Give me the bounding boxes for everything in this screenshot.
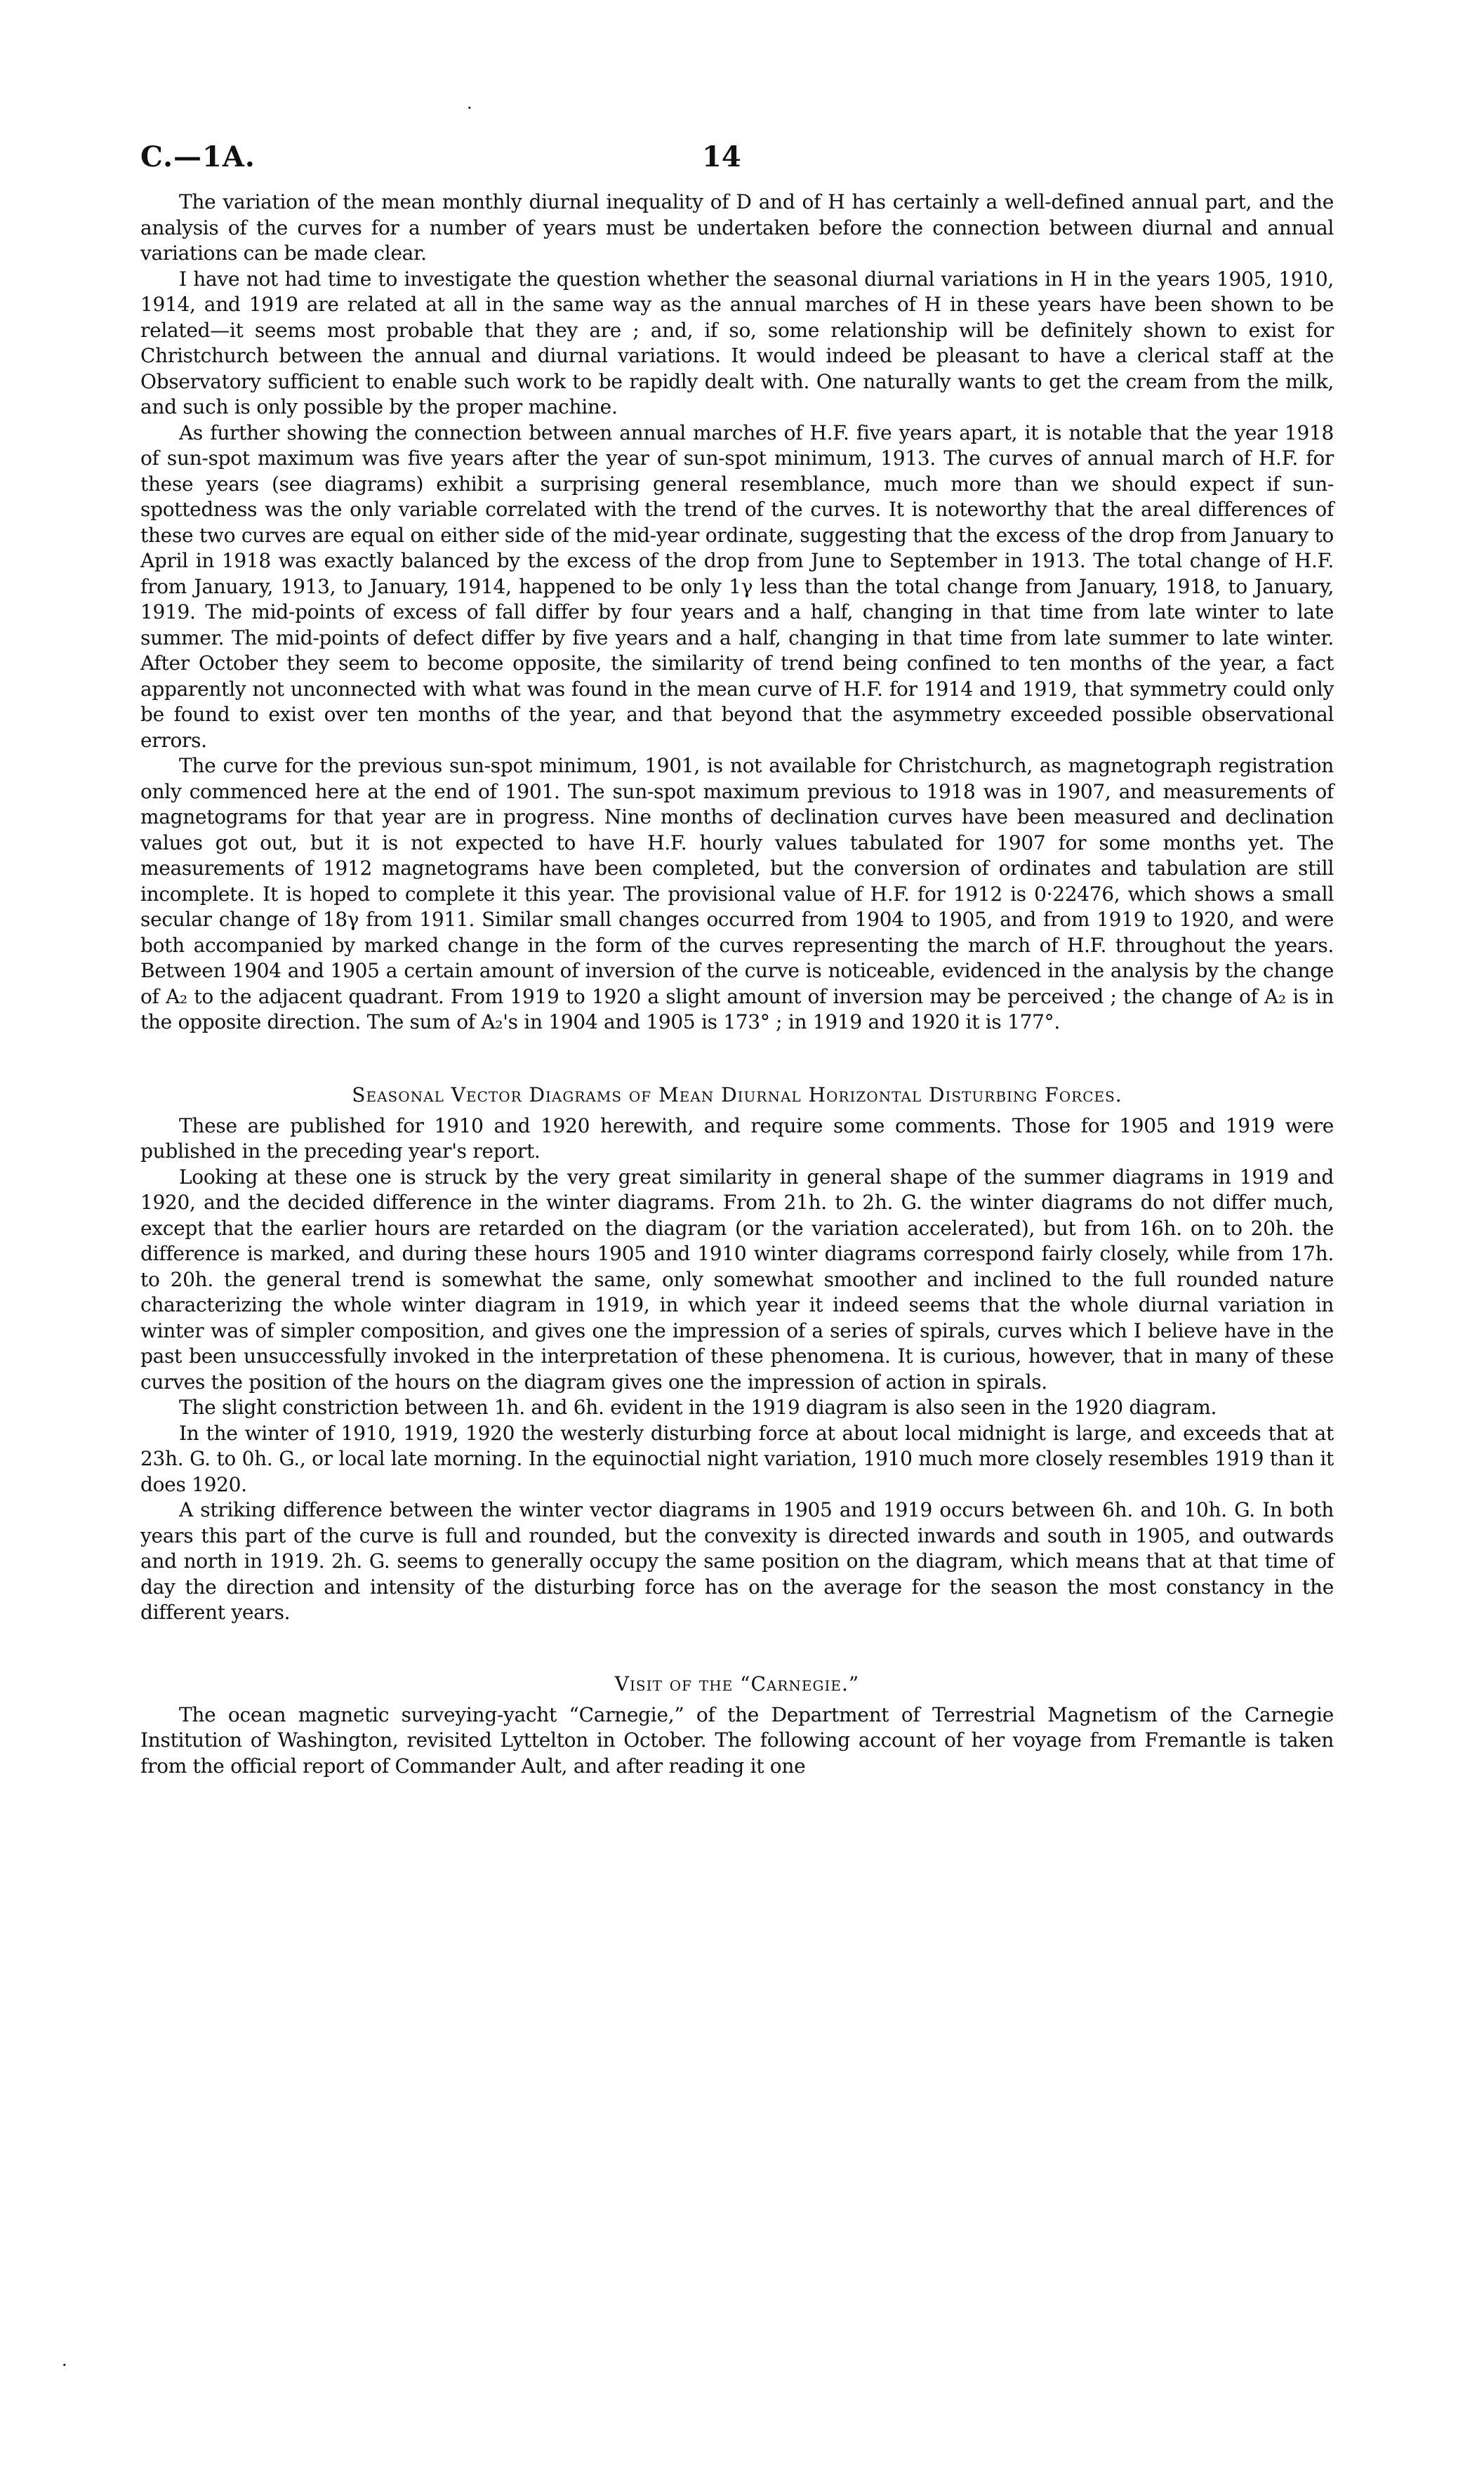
paragraph: The curve for the previous sun-spot minimum, 1901, is not available for Christchurch, as magnetograph registration only commenced here at the end of 1901. The sun-spot maximum previous to 1918 was in 1907, and measurements of magnetograms for that year are in progress. Nine months of declination curves have been measured and declination values got out, but it is not expected to have H.F. hourly values tabulated for 1907 for some months yet. The measurements of 1912 magnetograms have been completed, but the conversion of ordinates and tabulation are still incomplete. It is hoped to complete it this year. The provisional value of H.F. for 1912 is 0·22476, which shows a small secular change of 18γ from 1911. Similar small changes occurred from 1904 to 1905, and from 1919 to 1920, and were both accompanied by marked change in the form of the curves representing the march of H.F. throughout the years. Between 1904 and 1905 a certain amount of inversion of the curve is noticeable, evidenced in the analysis by the change of A₂ to the adjacent quadrant. From 1919 to 1920 a slight amount of inversion may be perceived ; the change of A₂ is in the opposite direction. The sum of A₂'s in 1904 and 1905 is 173° ; in 1919 and 1920 it is 177°. xyxy=(140,754,1334,1033)
document-page xyxy=(140,126,1334,1779)
paragraph: In the winter of 1910, 1919, 1920 the westerly disturbing force at about local midnight is large, and exceeds that at 23h. G. to 0h. G., or local late morning. In the equinoctial night variation, 1910 much more closely resembles 1919 than it does 1920. xyxy=(140,1421,1334,1496)
paragraph: These are published for 1910 and 1920 herewith, and require some comments. Those for 1905 and 1919 were published in the preceding year's report. xyxy=(140,1113,1334,1163)
paragraph: The slight constriction between 1h. and 6h. evident in the 1919 diagram is also seen in the 1920 diagram. xyxy=(179,1396,1217,1419)
intro-section xyxy=(140,190,1334,1036)
paragraph: I have not had time to investigate the question whether the seasonal diurnal variations in H in the years 1905, 1910, 1914, and 1919 are related at all in the same way as the annual marches of H in these years have been shown to be related—it seems most probable that they are ; and, if so, some relationship will be definitely shown to exist for Christchurch between the annual and diurnal variations. It would indeed be pleasant to have a clerical staff at the Observatory sufficient to enable such work to be rapidly dealt with. One naturally wants to get the cream from the milk, and such is only possible by the proper machine. xyxy=(140,267,1334,418)
seasonal-section xyxy=(140,1113,1334,1626)
series-reference: C.—1A. xyxy=(140,140,256,173)
paragraph: Looking at these one is struck by the very great similarity in general shape of the summer diagrams in 1919 and 1920, and the decided difference in the winter diagrams. From 21h. to 2h. G. the winter diagrams do not differ much, except that the earlier hours are retarded on the diagram (or the variation accelerated), but from 16h. on to 20h. the difference is marked, and during these hours 1905 and 1910 winter diagrams correspond fairly closely, while from 17h. to 20h. the general trend is somewhat the same, only somewhat smoother and inclined to the full rounded nature characterizing the whole winter diagram in 1919, in which year it indeed seems that the whole diurnal variation in winter was of simpler composition, and gives one the impression of a series of spirals, curves which I believe have in the past been unsuccessfully invoked in the interpretation of these phenomena. It is curious, however, that in many of these curves the position of the hours on the diagram gives one the impression of action in spirals. xyxy=(140,1165,1334,1394)
paragraph: The ocean magnetic surveying-yacht “Carnegie,” of the Department of Terrestrial Magnetism of the Carnegie Institution of Washington, revisited Lyttelton in October. The following account of her voyage from Fremantle is taken from the official report of Commander Ault, and after reading it one xyxy=(140,1703,1334,1778)
carnegie-visit-heading: Visit of the “Carnegie.” xyxy=(614,1672,860,1695)
print-speck: · xyxy=(467,98,472,118)
paragraph: A striking difference between the winter vector diagrams in 1905 and 1919 occurs between 6h. and 10h. G. In both years this part of the curve is full and rounded, but the convexity is directed inwards and south in 1905, and outwards and north in 1919. 2h. G. seems to generally occupy the same position on the diagram, which means that at that time of day the direction and intensity of the disturbing force has on the average for the season the most constancy in the different years. xyxy=(140,1498,1334,1624)
margin-mark: · xyxy=(62,2355,67,2375)
paragraph: The variation of the mean monthly diurnal inequality of D and of H has certainly a well-defined annual part, and the analysis of the curves for a number of years must be undertaken before the connection between diurnal and annual variations can be made clear. xyxy=(140,190,1334,265)
carnegie-visit-section xyxy=(140,1703,1334,1780)
seasonal-vector-heading: Seasonal Vector Diagrams of Mean Diurnal Horizontal Disturbing Forces. xyxy=(352,1083,1122,1106)
paragraph: As further showing the connection between annual marches of H.F. five years apart, it is notable that the year 1918 of sun-spot maximum was five years after the year of sun-spot minimum, 1913. The curves of annual march of H.F. for these years (see diagrams) exhibit a surprising general resemblance, much more than we should expect if sun-spottedness was the only variable correlated with the trend of the curves. It is noteworthy that the areal differences of these two curves are equal on either side of the mid-year ordinate, suggesting that the excess of the drop from January to April in 1918 was exactly balanced by the excess of the drop from June to September in 1913. The total change of H.F. from January, 1913, to January, 1914, happened to be only 1γ less than the total change from January, 1918, to January, 1919. The mid-points of excess of fall differ by four years and a half, changing in that time from late winter to late summer. The mid-points of defect differ by five years and a half, changing in that time from late summer to late winter. After October they seem to become opposite, the similarity of trend being confined to ten months of the year, a fact apparently not unconnected with what was found in the mean curve of H.F. for 1914 and 1919, that symmetry could only be found to exist over ten months of the year, and that beyond that the asymmetry exceeded possible observational errors. xyxy=(140,421,1334,752)
running-header xyxy=(140,126,1334,190)
page-number: 14 xyxy=(702,140,741,173)
